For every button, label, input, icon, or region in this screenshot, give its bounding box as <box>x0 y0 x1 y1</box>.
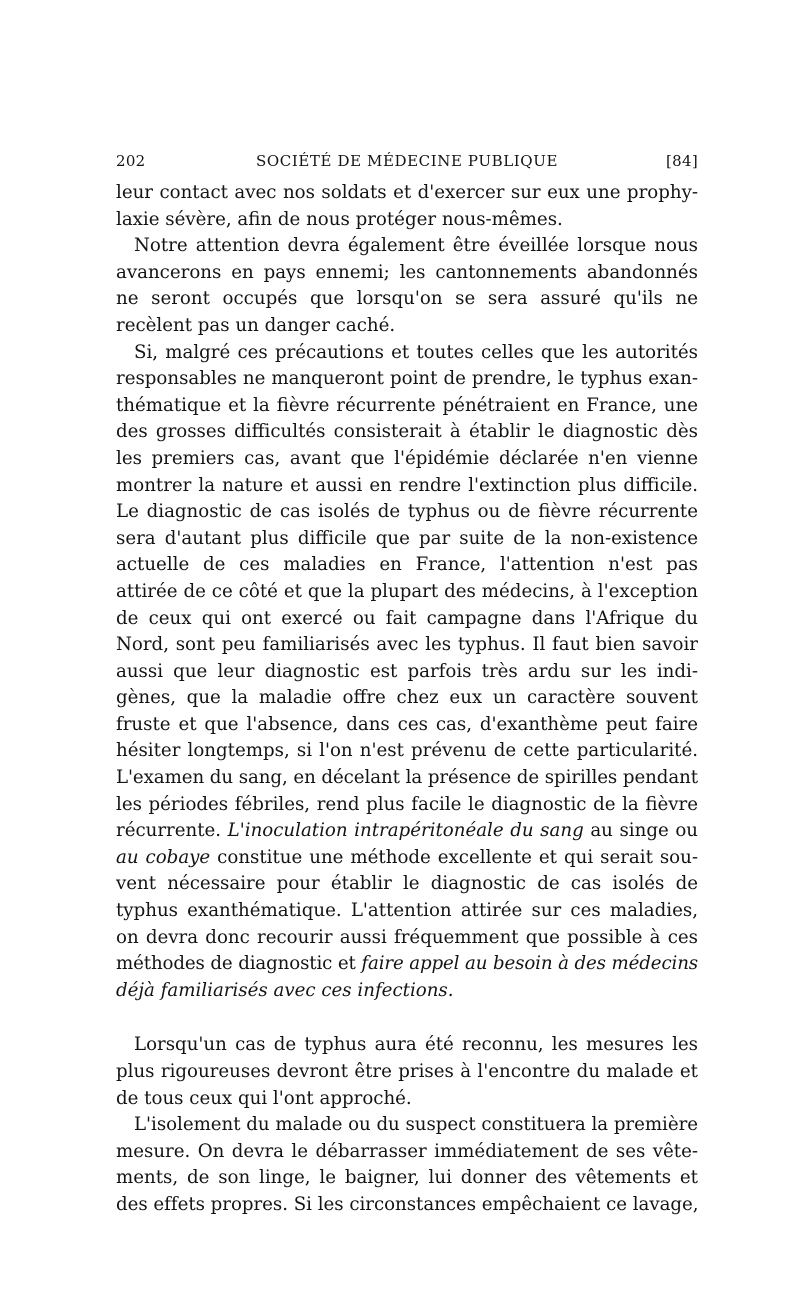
text-line: fruste et que l'absence, dans ces cas, d'exanthème peut faire <box>116 713 698 735</box>
text-line: actuelle de ces maladies en France, l'attention n'est pas <box>116 554 698 576</box>
text-line: responsables ne manqueront point de prendre, le typhus exan- <box>116 368 698 390</box>
page-body <box>116 180 698 1219</box>
text-line: les périodes fébriles, rend plus facile le diagnostic de la fièvre <box>116 793 698 815</box>
text-line: thématique et la fièvre récurrente pénétraient en France, une <box>116 394 698 416</box>
text-line: Le diagnostic de cas isolés de typhus ou de fièvre récurrente <box>116 501 698 523</box>
paragraph <box>116 340 698 1005</box>
text-line: laxie sévère, afin de nous protéger nous-mêmes. <box>116 208 563 230</box>
text-run: méthodes de diagnostic et <box>116 953 362 975</box>
text-line: Nord, sont peu familiarisés avec les typhus. Il faut bien savoir <box>116 634 698 656</box>
text-line: typhus exanthématique. L'attention attirée sur ces maladies, <box>116 900 698 922</box>
text-run: récurrente. <box>116 820 228 842</box>
text-line: les premiers cas, avant que l'épidémie déclarée n'en vienne <box>116 447 698 469</box>
text-line: L'isolement du malade ou du suspect constituera la première <box>134 1114 698 1136</box>
text-run: constitue une méthode excellente et qui serait sou- <box>210 846 698 868</box>
text-line <box>116 978 698 1005</box>
text-line: ments, de son linge, le baigner, lui donner des vêtements et <box>116 1167 698 1189</box>
text-run: au singe ou <box>583 820 698 842</box>
text-line: recèlent pas un danger caché. <box>116 314 396 336</box>
paragraph <box>116 233 698 339</box>
italic-run: faire appel au besoin à des médecins <box>361 953 698 975</box>
italic-run: déjà familiarisés avec ces infections. <box>116 979 454 1001</box>
text-line: montrer la nature et aussi en rendre l'extinction plus difficile. <box>116 474 698 496</box>
paragraph <box>116 1032 698 1112</box>
text-line: aussi que leur diagnostic est parfois très ardu sur les indi- <box>116 660 698 682</box>
text-line: avancerons en pays ennemi; les cantonnements abandonnés <box>116 261 698 283</box>
text-line: gènes, que la maladie offre chez eux un caractère souvent <box>116 687 698 709</box>
text-line: mesure. On devra le débarrasser immédiatement de ses vête- <box>116 1140 698 1162</box>
text-line <box>116 951 698 978</box>
text-line: vent nécessaire pour établir le diagnostic de cas isolés de <box>116 873 698 895</box>
text-line: L'examen du sang, en décelant la présence de spirilles pendant <box>116 767 698 789</box>
text-line: de tous ceux qui l'ont approché. <box>116 1087 412 1109</box>
text-line: des grosses difficultés consisterait à établir le diagnostic dès <box>116 421 698 443</box>
text-line: Notre attention devra également être éveillée lorsque nous <box>134 235 698 257</box>
text-line: leur contact avec nos soldats et d'exercer sur eux une prophy- <box>116 182 698 203</box>
paragraph <box>116 180 698 233</box>
text-line: ne seront occupés que lorsqu'on se sera assuré qu'ils ne <box>116 288 698 310</box>
running-header <box>116 150 698 172</box>
text-line <box>116 818 698 845</box>
section-gap <box>116 1004 698 1032</box>
running-title: SOCIÉTÉ DE MÉDECINE PUBLIQUE <box>256 152 558 170</box>
italic-run: L'inoculation intrapéritonéale du sang <box>227 820 584 842</box>
page-number: 202 <box>116 152 146 170</box>
italic-run: au cobaye <box>116 846 211 868</box>
text-line: des effets propres. Si les circonstances empêchaient ce lavage, <box>116 1193 699 1215</box>
text-line: plus rigoureuses devront être prises à l'encontre du malade et <box>116 1061 698 1082</box>
text-line: de ceux qui ont exercé ou fait campagne dans l'Afrique du <box>116 607 698 629</box>
text-line: Lorsqu'un cas de typhus aura été reconnu, les mesures les <box>134 1034 698 1056</box>
text-line: Si, malgré ces précautions et toutes celles que les autorités <box>134 341 698 363</box>
section-number: [84] <box>666 152 698 170</box>
paragraph <box>116 1112 698 1218</box>
text-line: hésiter longtemps, si l'on n'est prévenu de cette particularité. <box>116 740 698 762</box>
text-line: attirée de ce côté et que la plupart des médecins, à l'exception <box>116 580 698 602</box>
text-line <box>116 845 698 872</box>
text-line: on devra donc recourir aussi fréquemment que possible à ces <box>116 926 698 948</box>
text-line: sera d'autant plus difficile que par suite de la non-existence <box>116 527 698 549</box>
